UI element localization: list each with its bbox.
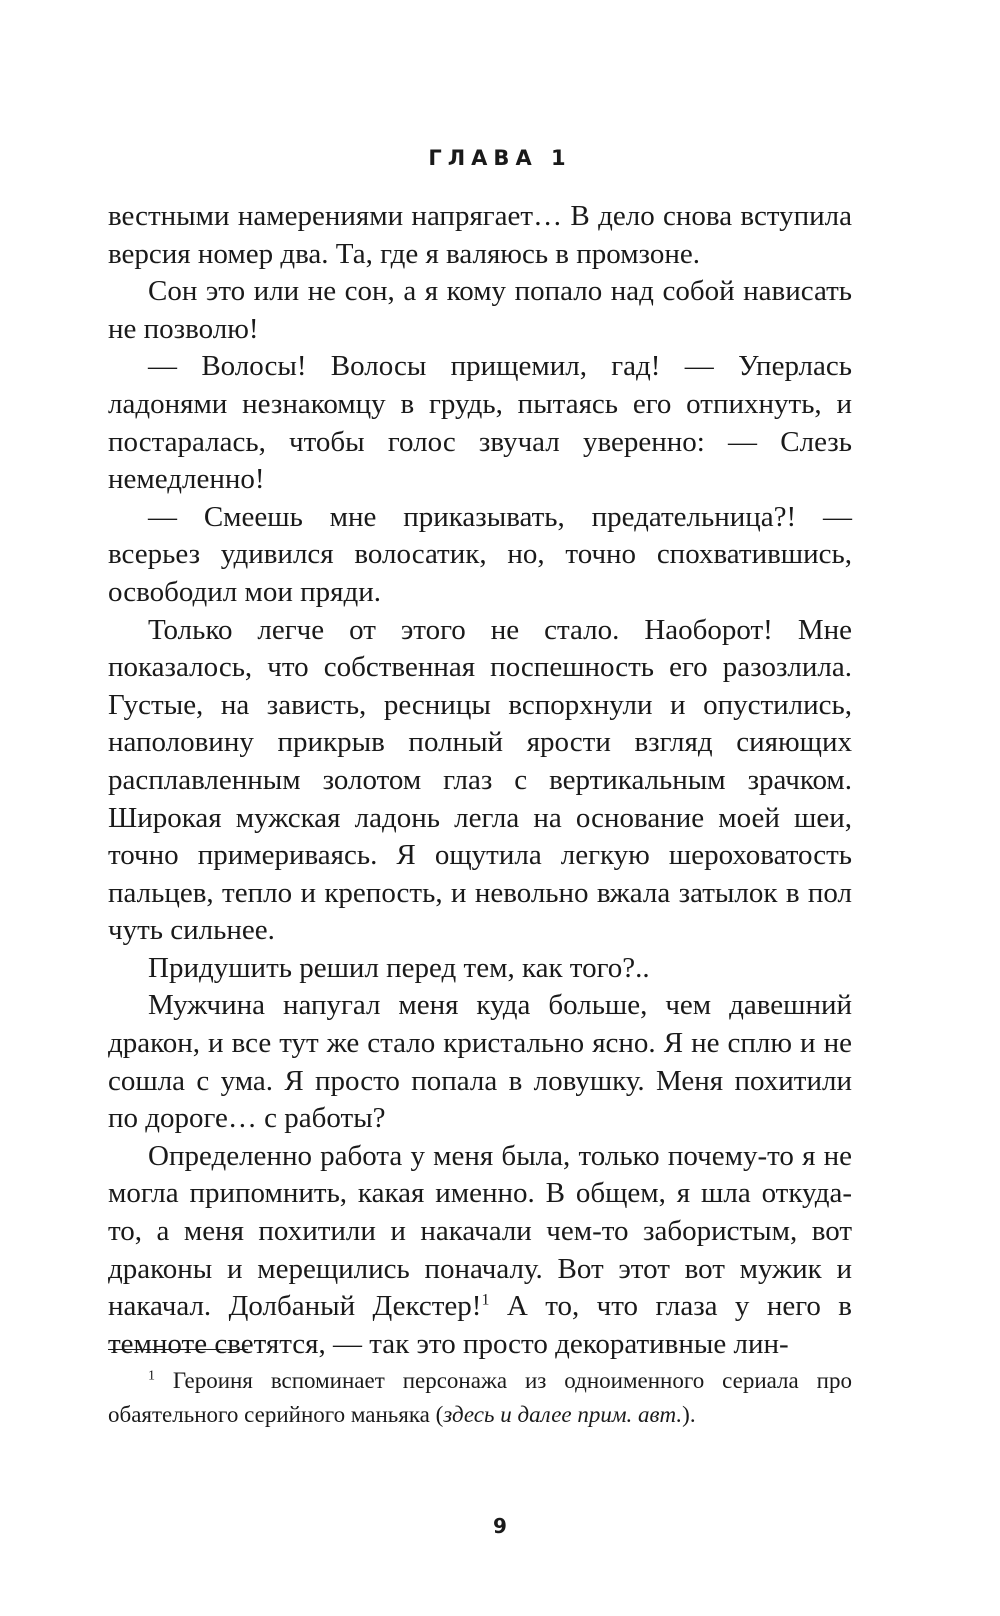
paragraph-3: — Волосы! Волосы прищемил, гад! — Уперлась ладонями незнакомцу в грудь, пытаясь его отпихнуть, и постаралась, чтобы голос звучал уверенно: — Слезь немедленно! xyxy=(108,350,852,496)
paragraph-8-part-b: А то, что глаза у него в темноте светятся, — так это просто декоративные лин- xyxy=(108,1290,852,1360)
footnote xyxy=(108,1364,852,1432)
footnote-text-a: Героиня вспоминает персонажа из одноименного сериала про обаятельного серийного маньяка ( xyxy=(108,1368,852,1427)
footnote-divider xyxy=(108,1349,248,1350)
paragraph-2: Сон это или не сон, а я кому попало над собой нависать не позволю! xyxy=(108,275,852,345)
footnote-marker: 1 xyxy=(148,1368,155,1384)
body-text xyxy=(108,198,852,1363)
paragraph-8 xyxy=(108,1138,852,1364)
paragraph-1: вестными намерениями напрягает… В дело снова вступила версия номер два. Та, где я валяюсь в промзоне. xyxy=(108,200,852,270)
paragraph-7: Мужчина напугал меня куда больше, чем давешний дракон, и все тут же стало кристально ясно. Я не сплю и не сошла с ума. Я просто попала в ловушку. Меня похитили по дороге… с работы? xyxy=(108,989,852,1135)
footnote-reference[interactable]: 1 xyxy=(481,1291,490,1309)
paragraph-6: Придушить решил перед тем, как того?.. xyxy=(148,951,650,984)
page-number: 9 xyxy=(493,1514,507,1538)
running-title: ГЛАВА 1 xyxy=(428,146,572,170)
paragraph-5: Только легче от этого не стало. Наоборот! Мне показалось, что собственная поспешность его разозлила. Густые, на зависть, ресницы вспорхнули и опустились, наполовину прикрыв полный ярости взгляд сияющих расплавленным золотом глаз с вертикальным зрачком. Широкая мужская ладонь легла на основание моей шеи, точно примериваясь. Я ощутила легкую шероховатость пальцев, тепло и крепость, и невольно вжала затылок в пол чуть сильнее. xyxy=(108,613,852,947)
footnote-text-italic: здесь и далее прим. авт. xyxy=(443,1402,683,1427)
footnote-text-b: ). xyxy=(682,1402,696,1427)
paragraph-4: — Смеешь мне приказывать, предательница?! — всерьез удивился волосатик, но, точно спохватившись, освободил мои пряди. xyxy=(108,500,852,608)
paragraph-8-part-a: Определенно работа у меня была, только почему-то я не могла припомнить, какая именно. В общем, я шла откуда-то, а меня похитили и накачали чем-то забористым, вот драконы и мерещились поначалу. Вот этот вот мужик и накачал. Долбаный Декстер! xyxy=(108,1139,852,1323)
